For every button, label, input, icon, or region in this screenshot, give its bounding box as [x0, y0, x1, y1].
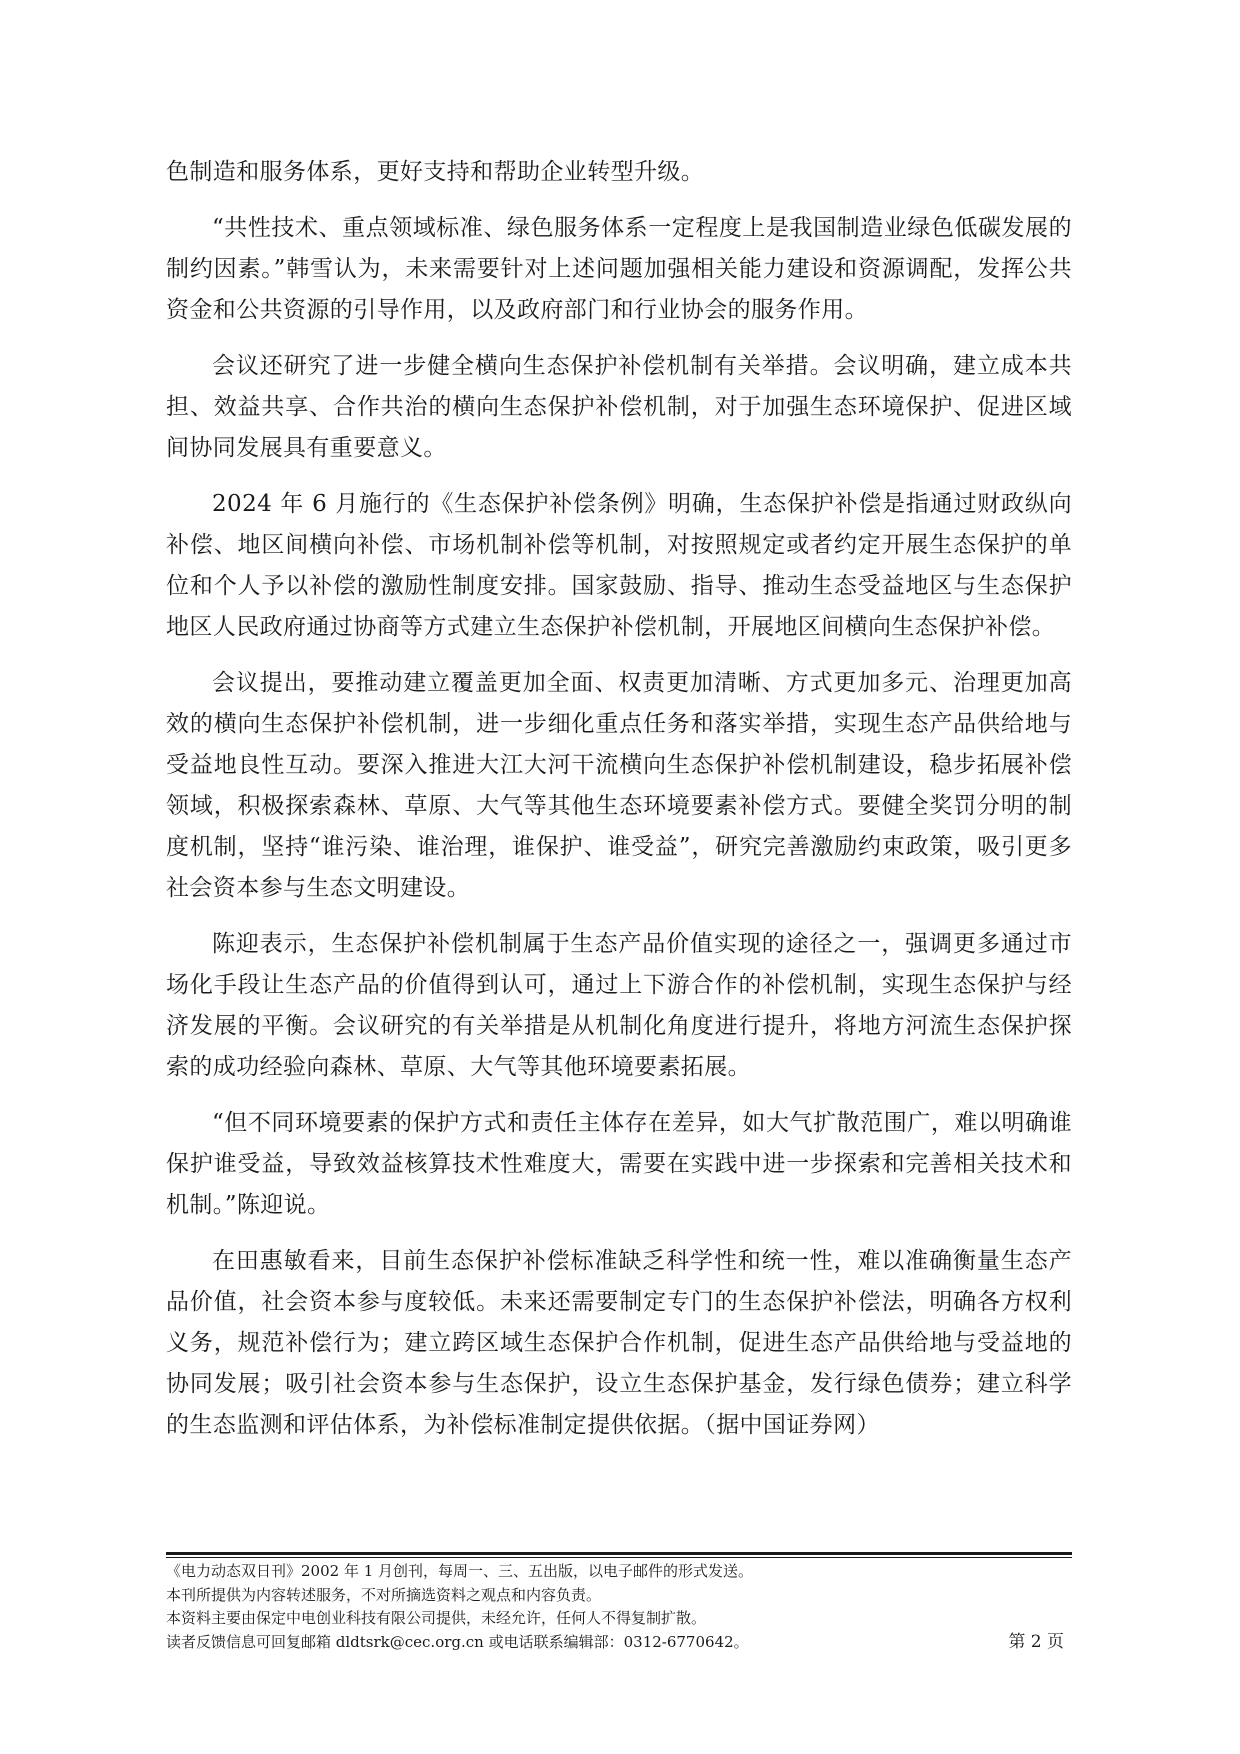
- paragraph-tianhuimin-view: 在田惠敏看来，目前生态保护补偿标准缺乏科学性和统一性，难以准确衡量生态产品价值，社会资本参与度较低。未来还需要制定专门的生态保护补偿法，明确各方权利义务，规范补偿行为；建立跨区域生态保护合作机制，促进生态产品供给地与受益地的协同发展；吸引社会资本参与生态保护，设立生态保护基金，发行绿色债券；建立科学的生态监测和评估体系，为补偿标准制定提供依据。（据中国证券网）: [166, 1248, 1072, 1438]
- page-footer: [166, 1560, 1072, 1654]
- footer-disclaimer: 本刊所提供为内容转述服务，不对所摘选资料之观点和内容负责。: [166, 1585, 602, 1604]
- footer-divider-thin: [166, 1557, 1072, 1558]
- footer-contact-row: [166, 1631, 1072, 1655]
- footer-divider-thick: [166, 1552, 1072, 1555]
- paragraph-meeting-proposal: 会议提出，要推动建立覆盖更加全面、权责更加清晰、方式更加多元、治理更加高效的横向生态保护补偿机制，进一步细化重点任务和落实举措，实现生态产品供给地与受益地良性互动。要深入推进大江大河干流横向生态保护补偿机制建设，稳步拓展补偿领域，积极探索森林、草原、大气等其他生态环境要素补偿方式。要健全奖罚分明的制度机制，坚持“谁污染、谁治理，谁保护、谁受益”，研究完善激励约束政策，吸引更多社会资本参与生态文明建设。: [166, 670, 1072, 901]
- article-body: [166, 152, 1072, 1461]
- paragraph-hanxue-quote: “共性技术、重点领域标准、绿色服务体系一定程度上是我国制造业绿色低碳发展的制约因素。”韩雪认为，未来需要针对上述问题加强相关能力建设和资源调配，发挥公共资金和公共资源的引导作用，以及政府部门和行业协会的服务作用。: [166, 215, 1072, 323]
- paragraph-regulation: 2024 年 6 月施行的《生态保护补偿条例》明确，生态保护补偿是指通过财政纵向补偿、地区间横向补偿、市场机制补偿等机制，对按照规定或者约定开展生态保护的单位和个人予以补偿的激励性制度安排。国家鼓励、指导、推动生态受益地区与生态保护地区人民政府通过协商等方式建立生态保护补偿机制，开展地区间横向生态保护补偿。: [166, 491, 1072, 640]
- paragraph-continuation: 色制造和服务体系，更好支持和帮助企业转型升级。: [166, 159, 705, 185]
- footer-contact: 读者反馈信息可回复邮箱 dldtsrk@cec.org.cn 或电话联系编辑部：0312-6770642。: [166, 1632, 749, 1651]
- page-number: 第 2 页: [1008, 1631, 1064, 1652]
- paragraph-meeting-compensation: 会议还研究了进一步健全横向生态保护补偿机制有关举措。会议明确，建立成本共担、效益共享、合作共治的横向生态保护补偿机制，对于加强生态环境保护、促进区域间协同发展具有重要意义。: [166, 353, 1072, 461]
- paragraph-chenying-quote: “但不同环境要素的保护方式和责任主体存在差异，如大气扩散范围广，难以明确谁保护谁受益，导致效益核算技术性难度大，需要在实践中进一步探索和完善相关技术和机制。”陈迎说。: [166, 1110, 1072, 1218]
- footer-publication-info: 《电力动态双日刊》2002 年 1 月创刊，每周一、三、五出版，以电子邮件的形式发送。: [166, 1562, 754, 1580]
- paragraph-chenying-view: 陈迎表示，生态保护补偿机制属于生态产品价值实现的途径之一，强调更多通过市场化手段让生态产品的价值得到认可，通过上下游合作的补偿机制，实现生态保护与经济发展的平衡。会议研究的有关举措是从机制化角度进行提升，将地方河流生态保护探索的成功经验向森林、草原、大气等其他环境要素拓展。: [166, 931, 1072, 1080]
- footer-copyright: 本资料主要由保定中电创业科技有限公司提供，未经允许，任何人不得复制扩散。: [166, 1609, 707, 1627]
